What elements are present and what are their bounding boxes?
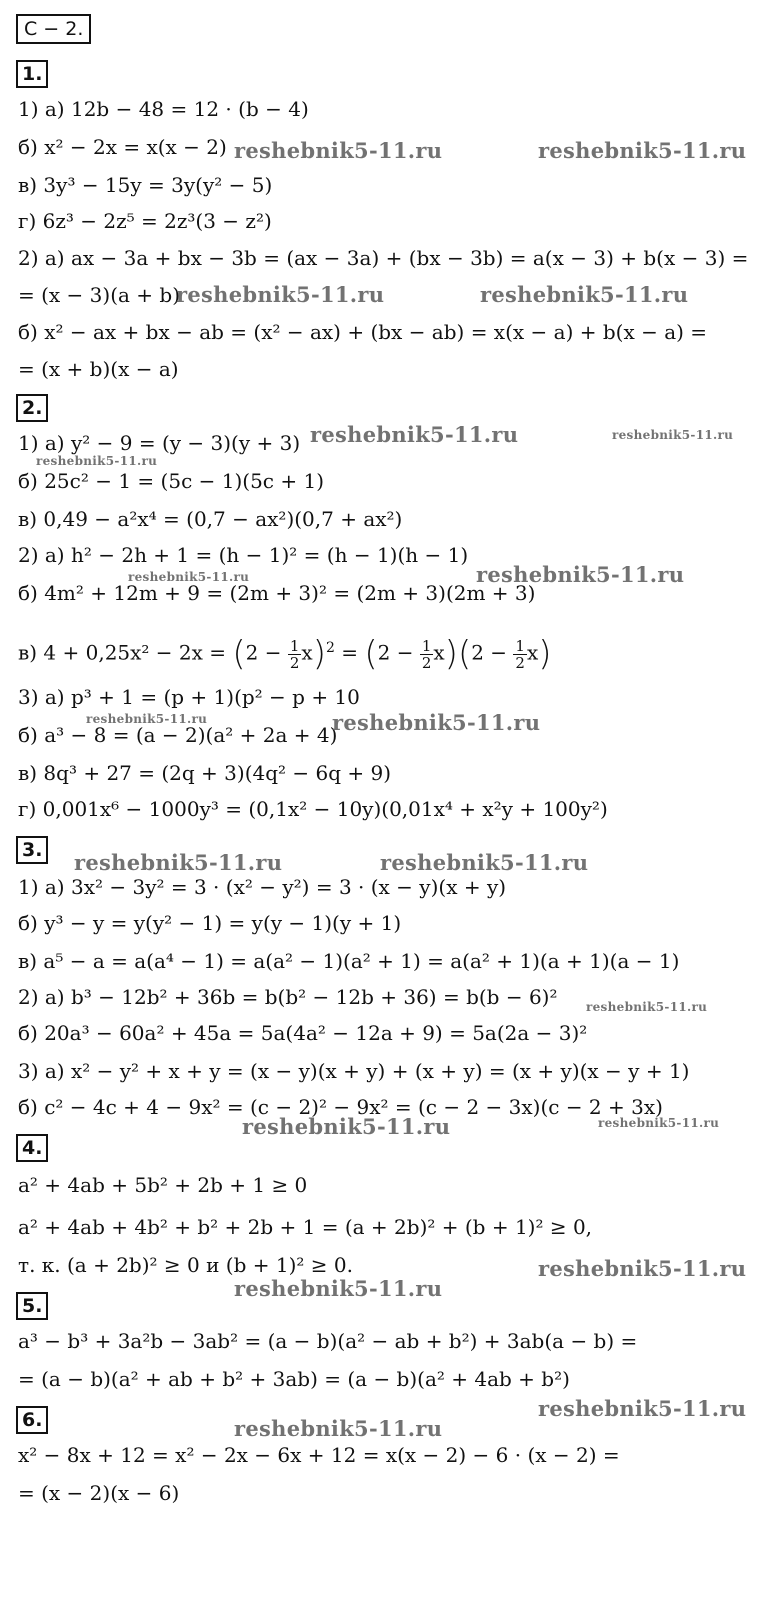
fraction-half-b [420,638,434,671]
frac-x-c: x [526,640,539,665]
s5-line-2: = (a − b)(a² + ab + b² + 3ab) = (a − b)(a² + 4ab + b²) [18,1367,570,1391]
s3-line-2: б) y³ − y = y(y² − 1) = y(y − 1)(y + 1) [18,911,402,935]
s2-line-5: б) 4m² + 12m + 9 = (2m + 3)² = (2m + 3)(2m + 3) [18,581,536,605]
section-1-label: 1. [16,60,48,88]
s2-line-1: 1) а) y² − 9 = (y − 3)(y + 3) [18,431,301,455]
watermark-text: reshebnik5-11.ru [598,1116,720,1130]
s2-line-3: в) 0,49 − a²x⁴ = (0,7 − ax²)(0,7 + ax²) [18,507,403,531]
frac-x-b: x [433,640,445,665]
s1-line-6: = (x − 3)(a + b) [18,283,181,307]
s6-line-2: = (x − 2)(x − 6) [18,1481,180,1505]
watermark-text: reshebnik5-11.ru [538,138,747,163]
frac-num: 1 [289,636,300,655]
s2-line-7: б) a³ − 8 = (a − 2)(a² + 2a + 4) [18,723,338,747]
watermark-text: reshebnik5-11.ru [74,850,283,875]
s2-frac-two-b: 2 − [377,640,420,665]
s3-line-5: б) 20a³ − 60a² + 45a = 5a(4a² − 12a + 9) = 5a(2a − 3)² [18,1021,588,1045]
watermark-text: reshebnik5-11.ru [86,712,208,726]
section-2-label: 2. [16,394,48,422]
frac-den-b: 2 [421,653,432,672]
s2-frac-prefix: в) 4 + 0,25x² − 2x = [18,640,233,665]
s3-line-7: б) c² − 4c + 4 − 9x² = (c − 2)² − 9x² = (c − 2 − 3x)(c − 2 + 3x) [18,1095,663,1119]
s2-line-9: г) 0,001x⁶ − 1000y³ = (0,1x² − 10y)(0,01x⁴ + x²y + 100y²) [18,797,608,821]
frac-num-c: 1 [515,636,525,655]
frac-den-c: 2 [515,653,525,672]
s1-line-1: 1) а) 12b − 48 = 12 · (b − 4) [18,97,309,121]
watermark-text: reshebnik5-11.ru [36,454,158,468]
s1-line-7: б) x² − ax + bx − ab = (x² − ax) + (bx − ab) = x(x − a) + b(x − a) = [18,320,708,344]
frac-square: 2 [325,640,335,656]
s3-line-4: 2) а) b³ − 12b² + 36b = b(b² − 12b + 36) = b(b − 6)² [18,985,558,1009]
section-5-label: 5. [16,1292,48,1320]
watermark-text: reshebnik5-11.ru [128,570,250,584]
s2-line-2: б) 25c² − 1 = (5c − 1)(5c + 1) [18,469,324,493]
s3-line-1: 1) а) 3x² − 3y² = 3 · (x² − y²) = 3 · (x − y)(x + y) [18,875,507,899]
s4-line-2: a² + 4ab + 4b² + b² + 2b + 1 = (a + 2b)² + (b + 1)² ≥ 0, [18,1215,593,1239]
frac-den: 2 [289,653,300,672]
watermark-text: reshebnik5-11.ru [310,422,519,447]
s6-line-1: x² − 8x + 12 = x² − 2x − 6x + 12 = x(x − 2) − 6 · (x − 2) = [18,1443,620,1467]
s2-line-4: 2) а) h² − 2h + 1 = (h − 1)² = (h − 1)(h − 1) [18,543,469,567]
watermark-text: reshebnik5-11.ru [538,1396,747,1421]
s4-line-1: a² + 4ab + 5b² + 2b + 1 ≥ 0 [18,1173,308,1197]
frac-eq: = [334,640,365,665]
s3-line-3: в) a⁵ − a = a(a⁴ − 1) = a(a² − 1)(a² + 1) = a(a² + 1)(a + 1)(a − 1) [18,949,680,973]
section-4-label: 4. [16,1134,48,1162]
s2-frac-two-c: 2 − [471,640,514,665]
s5-line-1: a³ − b³ + 3a²b − 3ab² = (a − b)(a² − ab + b²) + 3ab(a − b) = [18,1329,638,1353]
watermark-text: reshebnik5-11.ru [612,428,734,442]
s2-fraction-line: в) 4 + 0,25x² − 2x = (2 − $\frac{1}{2}$ x)$^2$ = (2 − $\frac{1}{2}$ x)(2 − $\frac{1}{2}$ x) [18,634,552,675]
watermark-text: reshebnik5-11.ru [586,1000,708,1014]
watermark-text: reshebnik5-11.ru [234,1276,443,1301]
s1-line-8: = (x + b)(x − a) [18,357,179,381]
fraction-half [288,638,302,671]
s2-frac-two: 2 − [245,640,288,665]
watermark-text: reshebnik5-11.ru [234,138,443,163]
section-3-label: 3. [16,836,48,864]
watermark-text: reshebnik5-11.ru [234,1416,443,1441]
watermark-text: reshebnik5-11.ru [380,850,589,875]
fraction-half-c [513,638,527,671]
s3-line-6: 3) а) x² − y² + x + y = (x − y)(x + y) + (x + y) = (x + y)(x − y + 1) [18,1059,690,1083]
s1-line-4: г) 6z³ − 2z⁵ = 2z³(3 − z²) [18,209,272,233]
s2-line-8: в) 8q³ + 27 = (2q + 3)(4q² − 6q + 9) [18,761,392,785]
watermark-text: reshebnik5-11.ru [332,710,541,735]
watermark-text: reshebnik5-11.ru [476,562,685,587]
watermark-text: reshebnik5-11.ru [242,1114,451,1139]
watermark-text: reshebnik5-11.ru [480,282,689,307]
watermark-text: reshebnik5-11.ru [176,282,385,307]
s1-line-2: б) x² − 2x = x(x − 2) [18,135,227,159]
s4-line-3: т. к. (a + 2b)² ≥ 0 и (b + 1)² ≥ 0. [18,1253,353,1277]
frac-num-b: 1 [421,636,432,655]
page-title: С − 2. [16,14,91,44]
watermark-text: reshebnik5-11.ru [538,1256,747,1281]
frac-x: x [301,640,313,665]
s1-line-3: в) 3y³ − 15y = 3y(y² − 5) [18,173,273,197]
section-6-label: 6. [16,1406,48,1434]
s2-line-6: 3) а) p³ + 1 = (p + 1)(p² − p + 10 [18,685,360,709]
s1-line-5: 2) а) ax − 3a + bx − 3b = (ax − 3a) + (bx − 3b) = a(x − 3) + b(x − 3) = [18,246,749,270]
